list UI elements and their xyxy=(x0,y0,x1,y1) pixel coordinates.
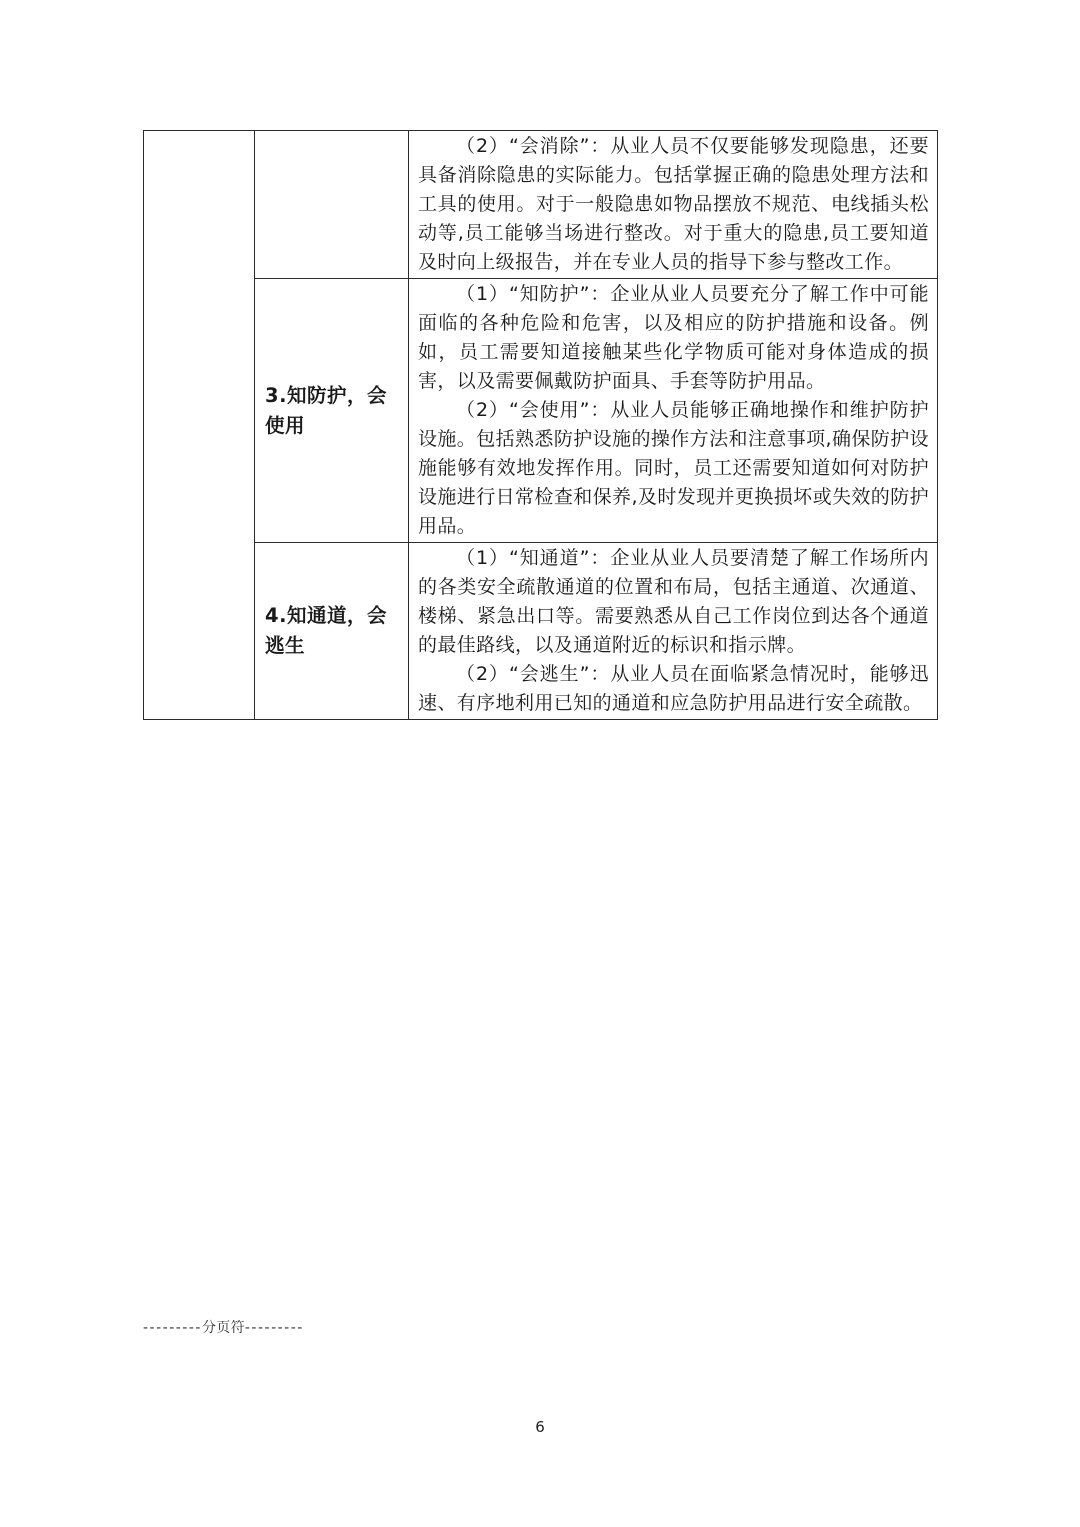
table-row xyxy=(144,543,938,720)
page-break-dashes-left: --------- xyxy=(143,1320,202,1336)
merged-category-cell xyxy=(144,131,255,720)
page-break-label: 分页符 xyxy=(201,1320,245,1336)
row-content xyxy=(409,131,938,279)
paragraph: （2）“会逃生”：从业人员在面临紧急情况时，能够迅速、有序地利用已知的通道和应急防护用品进行安全疏散。 xyxy=(418,663,929,714)
table-row xyxy=(144,279,938,543)
row-label xyxy=(255,131,409,279)
content-table xyxy=(143,130,938,720)
row-content xyxy=(409,279,938,543)
paragraph: （2）“会消除”：从业人员不仅要能够发现隐患，还要具备消除隐患的实际能力。包括掌握正确的隐患处理方法和工具的使用。对于一般隐患如物品摆放不规范、电线插头松动等,员工能够当场进行整改。对于重大的隐患,员工要知道及时向上级报告，并在专业人员的指导下参与整改工作。 xyxy=(418,135,929,273)
paragraph: （1）“知通道”：企业从业人员要清楚了解工作场所内的各类安全疏散通道的位置和布局，包括主通道、次通道、楼梯、紧急出口等。需要熟悉从自己工作岗位到达各个通道的最佳路线，以及通道附近的标识和指示牌。 xyxy=(418,547,929,656)
paragraph: （1）“知防护”：企业从业人员要充分了解工作中可能面临的各种危险和危害，以及相应的防护措施和设备。例如，员工需要知道接触某些化学物质可能对身体造成的损害，以及需要佩戴防护面具、手套等防护用品。 xyxy=(418,283,929,392)
page-break-marker xyxy=(143,1317,304,1337)
paragraph: （2）“会使用”：从业人员能够正确地操作和维护防护设施。包括熟悉防护设施的操作方法和注意事项,确保防护设施能够有效地发挥作用。同时，员工还需要知道如何对防护设施进行日常检查和保养,及时发现并更换损坏或失效的防护用品。 xyxy=(418,399,929,537)
page-number: 6 xyxy=(535,1418,545,1436)
row-label: 3.知防护，会使用 xyxy=(255,279,409,543)
table-row xyxy=(144,131,938,279)
row-label: 4.知通道，会逃生 xyxy=(255,543,409,720)
row-content xyxy=(409,543,938,720)
page-break-dashes-right: --------- xyxy=(244,1320,304,1336)
